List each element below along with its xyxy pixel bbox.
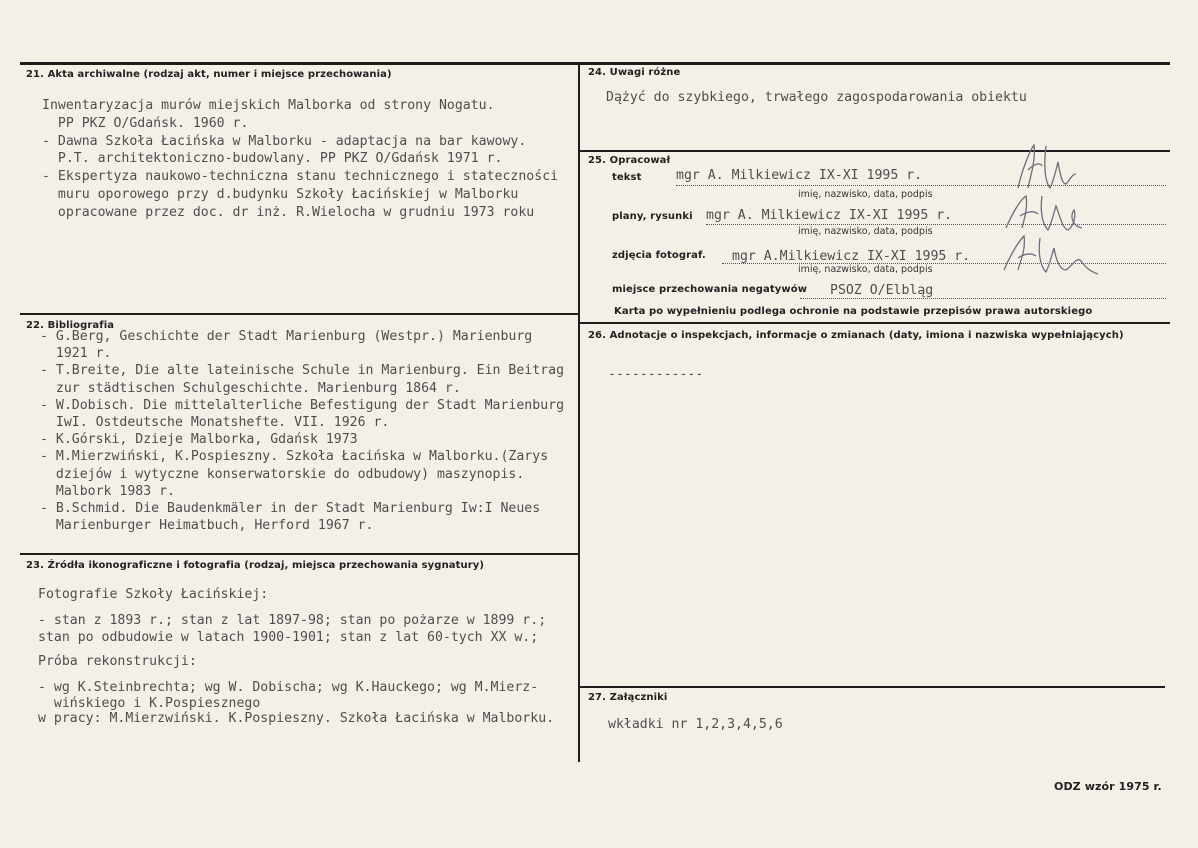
section-24-label: 24. Uwagi różne (588, 67, 681, 78)
section-21-label: 21. Akta archiwalne (rodzaj akt, numer i miejsce przechowania) (26, 69, 392, 80)
section-22-line: - T.Breite, Die alte lateinische Schule in Marienburg. Ein Beitrag (40, 363, 565, 379)
section-26-label: 26. Adnotacje o inspekcjach, informacje o zmianach (daty, imiona i nazwiska wypełniających) (588, 330, 1124, 341)
top-rule (20, 62, 1170, 65)
signature-zdjecia (990, 230, 1120, 280)
section-22-line: 1921 r. (40, 346, 112, 362)
section-23-photos-line: stan po odbudowie w latach 1900-1901; stan z lat 60-tych XX w.; (38, 630, 539, 645)
zdjecia-caption: imię, nazwisko, data, podpis (798, 264, 933, 275)
section-23-reconstruction-line: w pracy: M.Mierzwiński. K.Pospieszny. Szkoła Łacińska w Malborku. (38, 711, 555, 726)
column-divider (578, 62, 580, 762)
miejsce-value: PSOZ O/Elbląg (830, 283, 934, 298)
section-27-text: wkładki nr 1,2,3,4,5,6 (608, 717, 783, 732)
signature-plany (996, 190, 1116, 235)
section-22-line: - B.Schmid. Die Baudenkmäler in der Stadt Marienburg Iw:I Neues (40, 501, 541, 516)
tekst-value: mgr A. Milkiewicz IX-XI 1995 r. (676, 168, 923, 183)
section-21-line: Inwentaryzacja murów miejskich Malborka od strony Nogatu. (42, 98, 495, 113)
plany-label: plany, rysunki (612, 211, 693, 222)
miejsce-dotted-line (800, 298, 1166, 299)
section-22-line: zur städtischen Schulgeschichte. Marienburg 1864 r. (40, 380, 461, 396)
section-23-photos-line: - stan z 1893 r.; stan z lat 1897-98; stan po pożarze w 1899 r.; (38, 613, 547, 628)
zdjecia-label: zdjęcia fotograf. (612, 250, 706, 261)
zdjecia-value: mgr A.Milkiewicz IX-XI 1995 r. (732, 249, 971, 264)
rule-26-27 (580, 686, 1165, 688)
rule-21-22 (20, 313, 578, 315)
section-21-line: - Ekspertyza naukowo-techniczna stanu technicznego i stateczności (42, 169, 559, 185)
section-22-line: - M.Mierzwiński, K.Pospieszny. Szkoła Łacińska w Malborku.(Zarys (40, 449, 549, 465)
section-22-line: - G.Berg, Geschichte der Stadt Marienburg (Westpr.) Marienburg (40, 329, 533, 344)
signature-tekst (1000, 140, 1110, 195)
section-21-line: P.T. architektoniczno-budowlany. PP PKZ O/Gdańsk 1971 r. (42, 151, 503, 167)
section-23-heading-photos: Fotografie Szkoły Łacińskiej: (38, 587, 269, 602)
rule-22-23 (20, 553, 578, 555)
section-22-line: IwI. Ostdeutsche Monatshefte. VII. 1926 r. (40, 415, 390, 430)
section-22-line: - K.Górski, Dzieje Malborka, Gdańsk 1973 (40, 432, 358, 448)
section-22-line: - W.Dobisch. Die mittelalterliche Befestigung der Stadt Marienburg (40, 397, 565, 413)
section-22-line: dziejów i wytyczne konserwatorskie do odbudowy) maszynopis. (40, 466, 525, 482)
plany-value: mgr A. Milkiewicz IX-XI 1995 r. (706, 208, 953, 223)
miejsce-label: miejsce przechowania negatywów (612, 284, 808, 295)
section-22-line: Marienburger Heimatbuch, Herford 1967 r. (40, 518, 374, 534)
section-21-line: opracowane przez doc. dr inż. R.Wielocha w grudniu 1973 roku (42, 204, 535, 220)
section-21-line: PP PKZ O/Gdańsk. 1960 r. (42, 115, 249, 131)
section-24-text: Dążyć do szybkiego, trwałego zagospodarowania obiektu (606, 90, 1027, 105)
section-23-heading-reconstruction: Próba rekonstrukcji: (38, 654, 197, 669)
section-22-line: Malbork 1983 r. (40, 483, 175, 499)
section-23-reconstruction-line: wińskiego i K.Pospiesznego (38, 695, 261, 711)
karta-note: Karta po wypełnieniu podlega ochronie na podstawie przepisów prawa autorskiego (614, 306, 1093, 317)
section-27-label: 27. Załączniki (588, 692, 668, 703)
section-23-label: 23. Źródła ikonograficzne i fotografia (rodzaj, miejsca przechowania sygnatury) (26, 560, 485, 571)
plany-caption: imię, nazwisko, data, podpis (798, 226, 933, 237)
rule-25-26 (580, 322, 1170, 324)
tekst-label: tekst (612, 172, 642, 183)
form-footer: ODZ wzór 1975 r. (1054, 780, 1162, 793)
section-25-label: 25. Opracował (588, 155, 671, 166)
tekst-caption: imię, nazwisko, data, podpis (798, 189, 933, 200)
section-23-reconstruction-line: - wg K.Steinbrechta; wg W. Dobischa; wg K.Hauckego; wg M.Mierz- (38, 680, 539, 695)
section-21-line: muru oporowego przy d.budynku Szkoły Łacińskiej w Malborku (42, 187, 519, 202)
section-26-text: ------------ (608, 367, 704, 382)
section-22-label: 22. Bibliografia (26, 320, 115, 331)
section-21-line: - Dawna Szkoła Łacińska w Malborku - adaptacja na bar kawowy. (42, 133, 527, 149)
